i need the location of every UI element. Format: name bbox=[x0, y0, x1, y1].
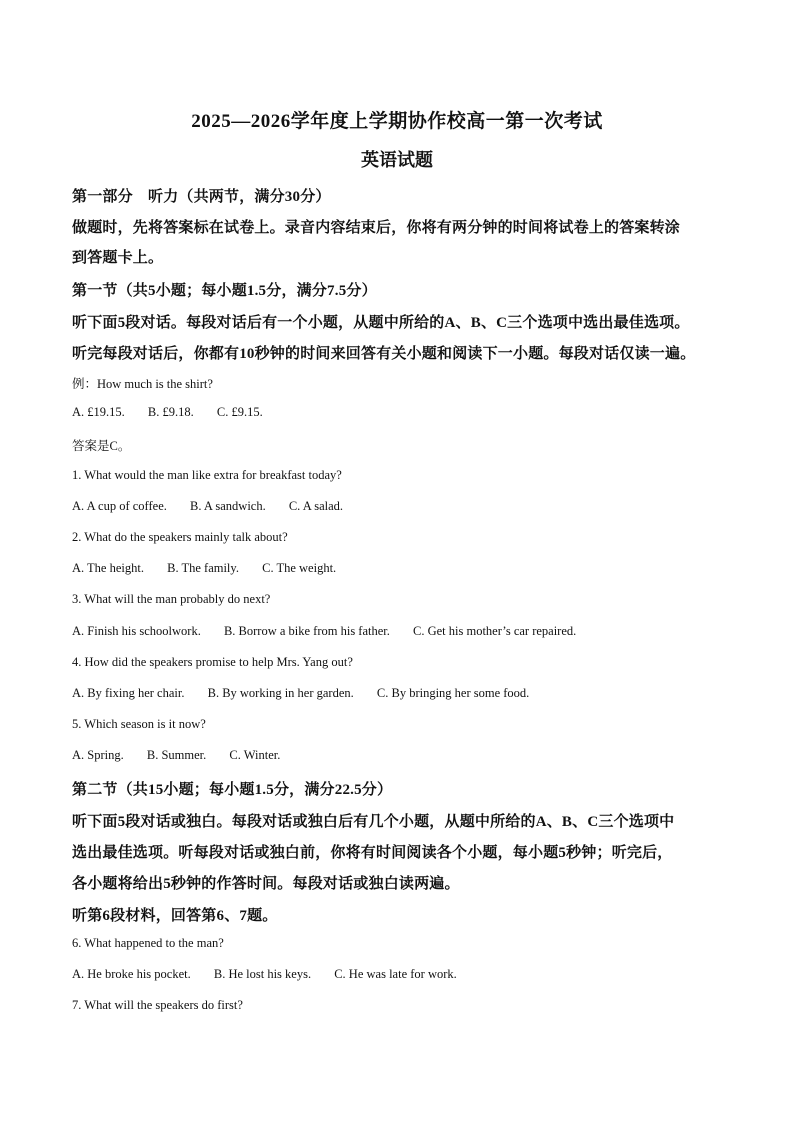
question-5: 5. Which season is it now? bbox=[72, 717, 206, 731]
option-c: C. The weight. bbox=[262, 561, 337, 575]
section2-instruction-line3: 各小题将给出5秒钟的作答时间。每段对话或独白读两遍。 bbox=[72, 876, 460, 892]
option-b: B. £9.18. bbox=[147, 405, 194, 419]
section1-instruction-line2: 听完每段对话后，你都有10秒钟的时间来回答有关小题和阅读下一小题。每段对话仅读一遍。 bbox=[72, 346, 696, 362]
exam-subtitle: 英语试题 bbox=[361, 150, 433, 170]
exam-title: 2025—2026学年度上学期协作校高一第一次考试 bbox=[191, 111, 603, 132]
question-1-options bbox=[72, 499, 363, 514]
option-a: A. Finish his schoolwork. bbox=[72, 624, 201, 638]
example-question: 例：How much is the shirt? bbox=[72, 377, 213, 391]
part1-instruction-line1: 做题时，先将答案标在试卷上。录音内容结束后，你将有两分钟的时间将试卷上的答案转涂 bbox=[72, 220, 681, 236]
option-c: C. By bringing her some food. bbox=[376, 686, 530, 700]
option-c: C. Get his mother’s car repaired. bbox=[413, 624, 577, 638]
option-b: B. Borrow a bike from his father. bbox=[223, 624, 390, 638]
option-b: B. Summer. bbox=[146, 748, 207, 762]
option-a: A. £19.15. bbox=[72, 405, 125, 419]
section2-instruction-line1: 听下面5段对话或独白。每段对话或独白后有几个小题，从题中所给的A、B、C三个选项中 bbox=[72, 814, 675, 830]
option-a: A. The height. bbox=[72, 561, 144, 575]
question-6-options bbox=[72, 967, 477, 982]
part1-instruction-line2: 到答题卡上。 bbox=[72, 250, 164, 266]
question-3-options bbox=[72, 624, 596, 639]
option-b: B. A sandwich. bbox=[190, 499, 266, 513]
option-c: C. Winter. bbox=[229, 748, 281, 762]
section2-instruction-line2: 选出最佳选项。听每段对话或独白前，你将有时间阅读各个小题，每小题5秒钟；听完后， bbox=[72, 845, 673, 861]
question-5-options bbox=[72, 748, 300, 763]
section1-instruction-line1: 听下面5段对话。每段对话后有一个小题，从题中所给的A、B、C三个选项中选出最佳选项。 bbox=[72, 315, 690, 331]
question-3: 3. What will the man probably do next? bbox=[72, 592, 271, 606]
option-b: B. The family. bbox=[167, 561, 239, 575]
question-2-options bbox=[72, 561, 356, 576]
option-c: C. A salad. bbox=[288, 499, 344, 513]
option-a: A. He broke his pocket. bbox=[72, 967, 191, 981]
option-b: B. He lost his keys. bbox=[213, 967, 312, 981]
question-1: 1. What would the man like extra for breakfast today? bbox=[72, 468, 342, 482]
question-4-options bbox=[72, 686, 549, 701]
option-c: C. He was late for work. bbox=[334, 967, 457, 981]
option-b: B. By working in her garden. bbox=[207, 686, 354, 700]
option-c: C. £9.15. bbox=[216, 405, 263, 419]
material-6-instruction: 听第6段材料，回答第6、7题。 bbox=[72, 908, 278, 924]
part1-heading: 第一部分 听力（共两节，满分30分） bbox=[72, 189, 331, 205]
example-options bbox=[72, 405, 283, 420]
question-6: 6. What happened to the man? bbox=[72, 936, 224, 950]
question-4: 4. How did the speakers promise to help Mrs. Yang out? bbox=[72, 655, 353, 669]
question-2: 2. What do the speakers mainly talk about? bbox=[72, 530, 288, 544]
option-a: A. By fixing her chair. bbox=[72, 686, 185, 700]
example-answer: 答案是C。 bbox=[72, 439, 131, 453]
option-a: A. A cup of coffee. bbox=[72, 499, 167, 513]
option-a: A. Spring. bbox=[72, 748, 124, 762]
section2-heading: 第二节（共15小题；每小题1.5分，满分22.5分） bbox=[72, 782, 393, 798]
section1-heading: 第一节（共5小题；每小题1.5分，满分7.5分） bbox=[72, 283, 377, 299]
question-7: 7. What will the speakers do first? bbox=[72, 998, 243, 1012]
